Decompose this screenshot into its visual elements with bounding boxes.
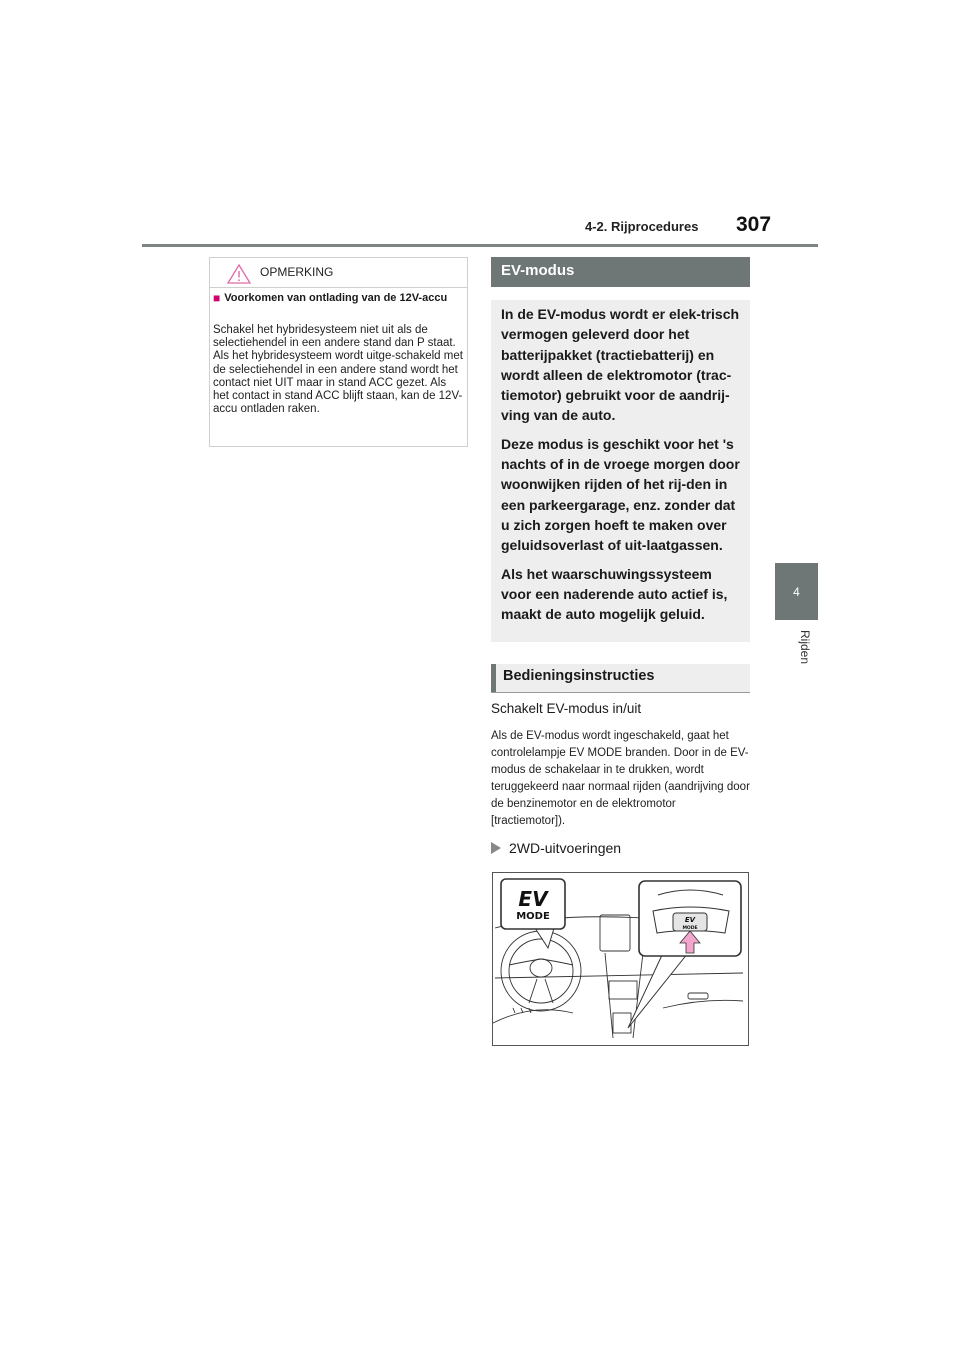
dashboard-illustration	[492, 872, 749, 1046]
ev-paragraph: Als het waarschuwingssysteem voor een naderende auto actief is, maakt de auto mogelijk geluid.	[501, 565, 728, 623]
instructions-title-text: Bedieningsinstructies	[503, 668, 655, 684]
ev-section-title	[491, 257, 750, 287]
variant-label	[491, 840, 621, 856]
note-subheading-text: Voorkomen van ontlading van de 12V-accu	[224, 292, 448, 304]
chapter-number: 4	[793, 584, 800, 599]
dashboard-drawing	[493, 873, 748, 1045]
switch-mode-text: MODE	[682, 926, 698, 931]
instructions-section-title	[491, 664, 750, 693]
switch-ev-text: EV	[684, 916, 696, 924]
square-bullet-icon: ■	[213, 291, 221, 305]
warning-triangle-icon	[226, 263, 252, 285]
section-label: 4-2. Rijprocedures	[585, 219, 699, 234]
ev-paragraph: Deze modus is geschikt voor het 's nachts of in de vroege morgen door woonwijken rijden of het rij-den in een parkeergarage, enz. zonder dat u zich zorgen hoeft te maken over geluidsoverlast of uit-laatgassen.	[501, 435, 740, 554]
ev-badge-text: EV	[518, 887, 548, 911]
header-rule	[142, 244, 818, 247]
note-header	[210, 258, 467, 288]
note-title: OPMERKING	[260, 265, 334, 279]
instructions-body: Als de EV-modus wordt ingeschakeld, gaat het controlelampje EV MODE branden. Door in de EV-modus de schakelaar in te drukken, wordt teruggekeerd naar normaal rijden (aandrijving door de benzinemotor en de elektromotor [tractiemotor]).	[491, 730, 750, 827]
section-accent-bar	[491, 664, 496, 692]
ev-info-box	[491, 300, 750, 642]
ev-paragraph: In de EV-modus wordt er elek-trisch vermogen geleverd door het batterijpakket (tractiebatterij) en wordt alleen de elektromotor (trac-tiemotor) gebruikt voor de aandrij-ving van de auto.	[501, 306, 740, 424]
ev-section-title-text: EV-modus	[501, 262, 575, 279]
page-number: 307	[736, 213, 772, 236]
instructions-lead: Schakelt EV-modus in/uit	[491, 701, 642, 716]
chapter-title: Rijden	[798, 630, 812, 665]
triangle-bullet-icon	[491, 842, 501, 854]
note-box	[209, 257, 468, 447]
note-body: Schakel het hybridesysteem niet uit als de selectiehendel in een andere stand dan P staat. Als het hybridesysteem wordt uitge-schakeld met de selectiehendel in een andere stand wordt het contact niet UIT maar in stand ACC gezet. Als het contact in stand ACC blijft staan, kan de 12V-accu ontladen raken.	[213, 324, 463, 416]
chapter-tab	[775, 563, 818, 620]
mode-badge-text: MODE	[516, 911, 550, 922]
variant-text: 2WD-uitvoeringen	[509, 840, 622, 856]
note-subheading	[213, 292, 465, 305]
